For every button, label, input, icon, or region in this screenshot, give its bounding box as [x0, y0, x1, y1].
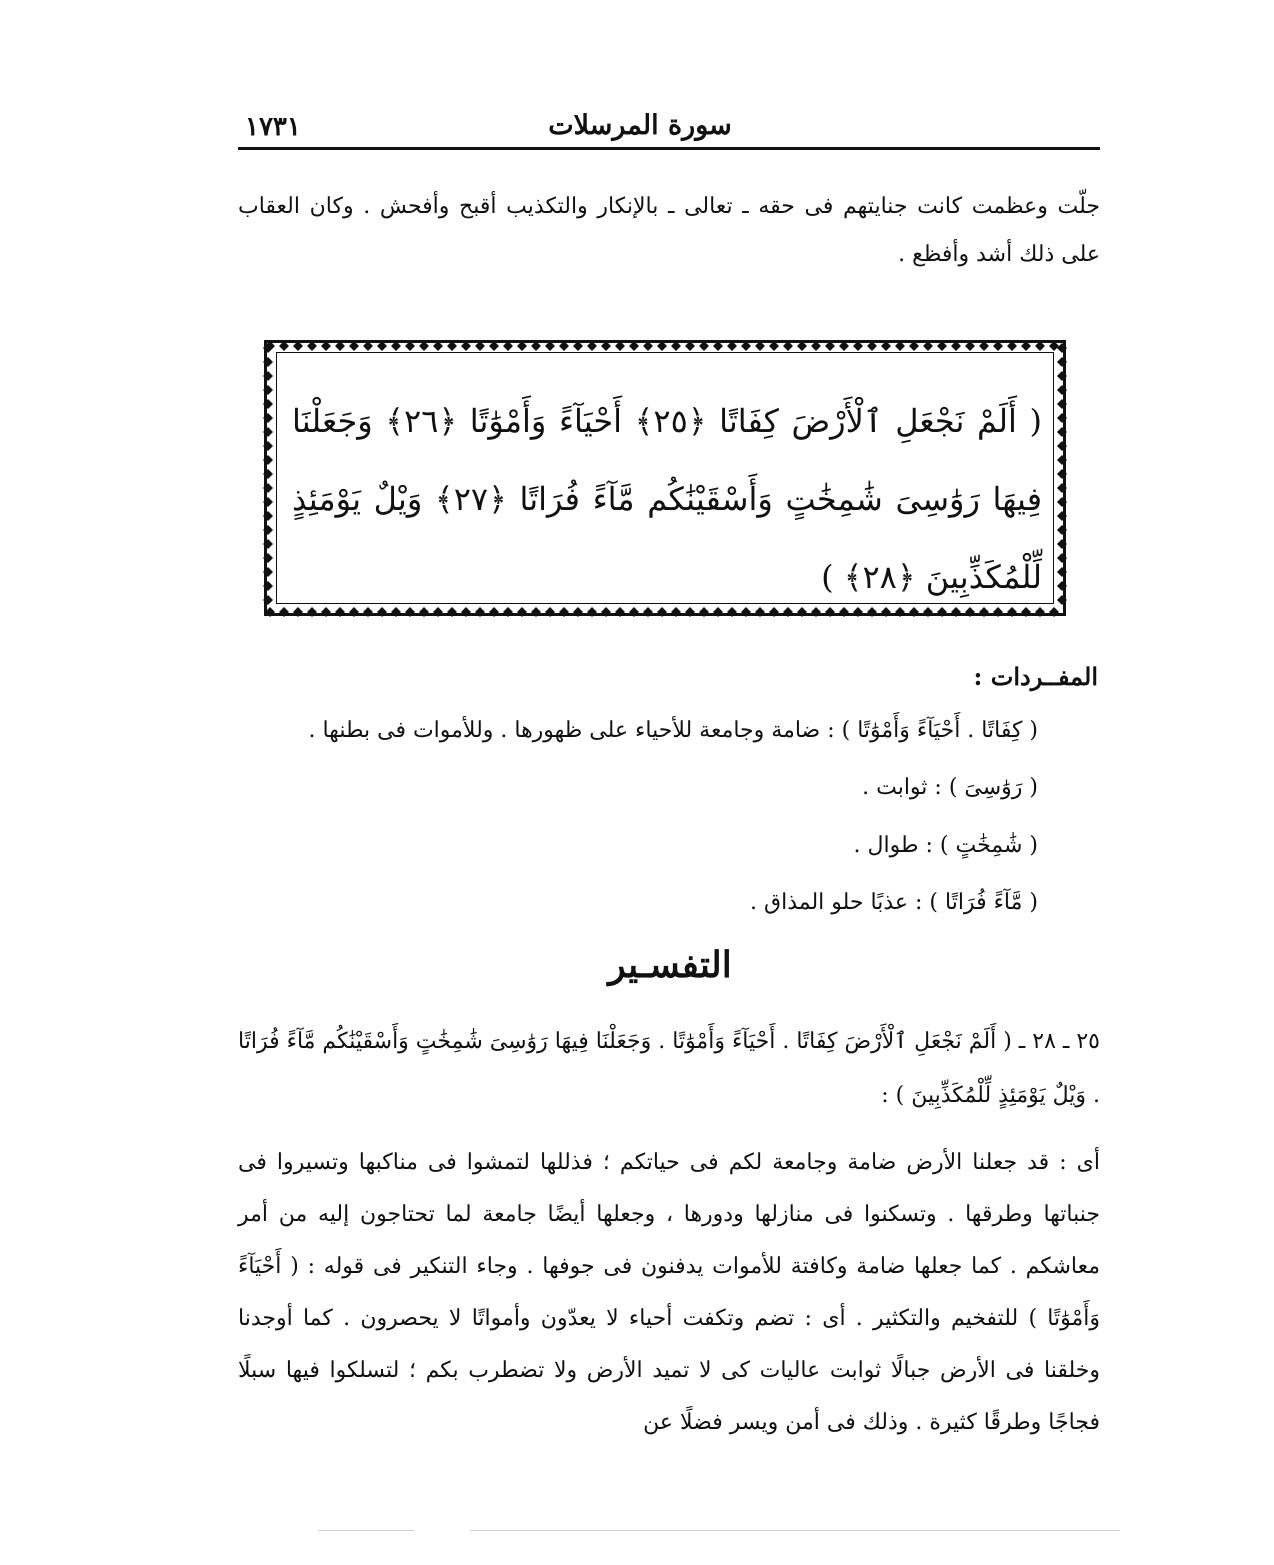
ornament-diamond	[363, 341, 373, 351]
ornament-diamond	[263, 567, 273, 577]
scan-mark	[318, 1530, 414, 1531]
ornament-diamond	[979, 341, 989, 351]
ornament-diamond	[263, 553, 273, 563]
ornament-diamond	[263, 399, 273, 409]
ornament-diamond	[263, 525, 273, 535]
ornament-diamond	[263, 357, 273, 367]
ornament-diamond	[1057, 539, 1067, 549]
ornament-diamond	[685, 341, 695, 351]
ornament-diamond	[517, 341, 527, 351]
ornament-diamond	[1057, 497, 1067, 507]
ornament-diamond	[629, 341, 639, 351]
ornament-diamond	[909, 341, 919, 351]
ornament-diamond	[993, 341, 1003, 351]
ornament-diamond	[263, 581, 273, 591]
ornament-diamond	[263, 371, 273, 381]
ornament-diamond	[1057, 413, 1067, 423]
vocabulary-item: ( مَّآءً فُرَاتًا ) : عذبًا حلو المذاق .	[750, 890, 1038, 915]
ornament-diamond	[713, 341, 723, 351]
ornament-diamond	[671, 341, 681, 351]
ornament-diamond	[1057, 427, 1067, 437]
ornament-border-left	[262, 340, 274, 618]
ornament-diamond	[1057, 525, 1067, 535]
ornament-diamond	[531, 341, 541, 351]
intro-paragraph: جلّت وعظمت كانت جنايتهم فى حقه ـ تعالى ـ بالإنكار والتكذيب أقبح وأفحش . وكان العقاب على ذلك أشد وأفظع .	[238, 194, 1100, 267]
ornament-diamond	[263, 343, 273, 353]
ornament-diamond	[263, 539, 273, 549]
ornament-diamond	[1007, 341, 1017, 351]
ornament-diamond	[699, 341, 709, 351]
ornament-diamond	[797, 341, 807, 351]
tafsir-verse-quote: ٢٥ ـ ٢٨ ـ ( أَلَمْ نَجْعَلِ ٱلْأَرْضَ كِفَاتًا . أَحْيَآءً وَأَمْوَٰتًا . وَجَعَلْنَا فِيهَا رَوَٰسِىَ شَٰمِخَٰتٍ وَأَسْقَيْنَٰكُم مَّآءً فُرَاتًا . وَيْلٌ يَوْمَئِذٍ لِّلْمُكَذِّبِينَ ) :	[238, 1029, 1100, 1108]
ornament-diamond	[1057, 371, 1067, 381]
ornament-diamond	[965, 341, 975, 351]
ornament-diamond	[545, 341, 555, 351]
ornament-diamond	[657, 341, 667, 351]
ornament-diamond	[263, 455, 273, 465]
tafsir-body-text: أى : قد جعلنا الأرض ضامة وجامعة لكم فى حياتكم ؛ فذللها لتمشوا فى مناكبها وتسيروا فى جنباتها وطرقها . وتسكنوا فى منازلها ودورها ، وجعلها أيضًا جامعة لما تحتاجون إليه من أمر معاشكم . كما جعلها ضامة وكافتة للأموات يدفنون فى جوفها . وجاء التنكير فى قوله : ( أَحْيَآءً وَأَمْوَٰتًا ) للتفخيم والتكثير . أى : تضم وتكفت أحياء لا يعدّون وأمواتًا لا يحصرون . كما أوجدنا وخلقنا فى الأرض جبالًا ثوابت عاليات كى لا تميد الأرض ولا تضطرب بكم ؛ لتسلكوا فيها سبلًا فجاجًا وطرقًا كثيرة . وذلك فى أمن ويسر فضلًا عن	[238, 1150, 1100, 1435]
ornament-diamond	[263, 413, 273, 423]
ornament-diamond	[1057, 567, 1067, 577]
ornament-diamond	[263, 511, 273, 521]
ornament-diamond	[335, 341, 345, 351]
vocabulary-item: ( رَوَٰسِىَ ) : ثوابت .	[862, 775, 1038, 800]
ornament-diamond	[489, 341, 499, 351]
scan-mark	[470, 1530, 1120, 1531]
quran-verse-text: ( أَلَمْ نَجْعَلِ ٱلْأَرْضَ كِفَاتًا ﴿٢٥﴾ أَحْيَآءً وَأَمْوَٰتًا ﴿٢٦﴾ وَجَعَلْنَا فِيهَا رَوَٰسِىَ شَٰمِخَٰتٍ وَأَسْقَيْنَٰكُم مَّآءً فُرَاتًا ﴿٢٧﴾ وَيْلٌ يَوْمَئِذٍ لِّلْمُكَذِّبِينَ ﴿٢٨﴾ )	[292, 402, 1043, 596]
ornament-diamond	[951, 341, 961, 351]
ornament-diamond	[825, 341, 835, 351]
ornament-diamond	[263, 483, 273, 493]
ornament-diamond	[1057, 483, 1067, 493]
ornament-diamond	[263, 595, 273, 605]
header-rule	[238, 147, 1100, 150]
ornament-diamond	[1057, 385, 1067, 395]
ornament-border-right	[1056, 340, 1068, 618]
vocabulary-item: ( كِفَاتًا . أَحْيَآءً وَأَمْوَٰتًا ) : ضامة وجامعة للأحياء على ظهورها . وللأموات فى بطنها .	[308, 718, 1038, 743]
ornament-diamond	[1057, 511, 1067, 521]
ornament-diamond	[263, 385, 273, 395]
ornament-diamond	[587, 341, 597, 351]
vocabulary-heading: المفــردات :	[973, 662, 1098, 691]
ornament-diamond	[811, 341, 821, 351]
ornament-diamond	[1057, 357, 1067, 367]
ornament-diamond	[895, 341, 905, 351]
ornament-diamond	[1057, 581, 1067, 591]
ornament-diamond	[741, 341, 751, 351]
ornament-diamond	[839, 341, 849, 351]
ornament-diamond	[727, 341, 737, 351]
ornament-diamond	[279, 607, 289, 617]
ornament-diamond	[559, 341, 569, 351]
ornament-diamond	[263, 497, 273, 507]
ornament-border-top	[262, 340, 1068, 352]
ornament-diamond	[503, 341, 513, 351]
surah-title: سورة المرسلات	[548, 110, 732, 141]
ornament-diamond	[377, 341, 387, 351]
ornament-diamond	[263, 427, 273, 437]
ornament-diamond	[307, 341, 317, 351]
ornament-diamond	[755, 341, 765, 351]
ornament-diamond	[769, 341, 779, 351]
ornament-diamond	[321, 341, 331, 351]
ornament-diamond	[853, 341, 863, 351]
ornament-diamond	[263, 469, 273, 479]
ornament-diamond	[475, 341, 485, 351]
ornament-diamond	[1057, 455, 1067, 465]
ornament-diamond	[643, 341, 653, 351]
ornament-diamond	[1057, 469, 1067, 479]
ornament-diamond	[433, 341, 443, 351]
ornament-diamond	[573, 341, 583, 351]
ornament-diamond	[601, 341, 611, 351]
ornament-diamond	[447, 341, 457, 351]
ornament-diamond	[391, 341, 401, 351]
ornament-diamond	[881, 341, 891, 351]
ornament-diamond	[867, 341, 877, 351]
ornament-diamond	[923, 341, 933, 351]
ornament-diamond	[937, 341, 947, 351]
ornament-diamond	[1057, 553, 1067, 563]
ornament-diamond	[1057, 399, 1067, 409]
ornament-diamond	[1021, 341, 1031, 351]
ornament-diamond	[461, 341, 471, 351]
ornament-diamond	[1035, 341, 1045, 351]
ornament-diamond	[279, 341, 289, 351]
vocabulary-item: ( شَٰمِخَٰتٍ ) : طوال .	[853, 833, 1038, 858]
ornament-diamond	[293, 341, 303, 351]
ornament-diamond	[263, 441, 273, 451]
tafsir-heading: التفسـير	[608, 944, 732, 986]
ornament-diamond	[419, 341, 429, 351]
ornament-diamond	[1057, 343, 1067, 353]
ornament-diamond	[1057, 595, 1067, 605]
ornament-diamond	[783, 341, 793, 351]
page-number: ١٧٣١	[245, 112, 301, 142]
ornament-diamond	[1057, 441, 1067, 451]
ornament-diamond	[349, 341, 359, 351]
ornament-diamond	[615, 341, 625, 351]
ornament-diamond	[405, 341, 415, 351]
